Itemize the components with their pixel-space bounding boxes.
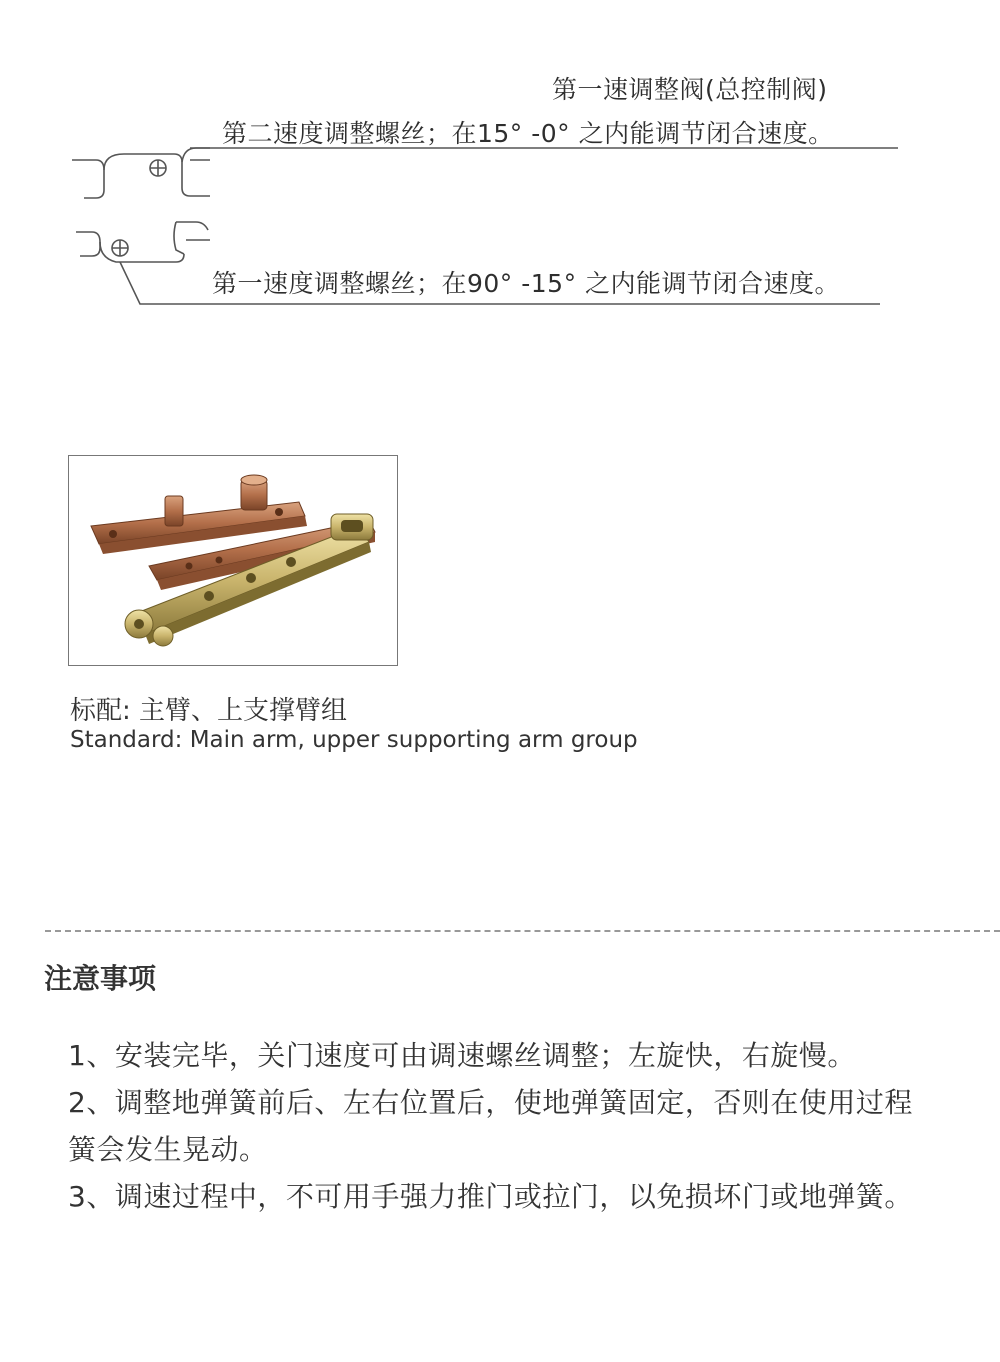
standard-config-caption-cn: 标配: 主臂、上支撑臂组 xyxy=(70,696,348,726)
note-item-3: 3、调速过程中，不可用手强力推门或拉门，以免损坏门或地弹簧。 xyxy=(68,1180,913,1213)
notes-title: 注意事项 xyxy=(44,962,157,995)
standard-config-caption-en: Standard: Main arm, upper supporting arm group xyxy=(70,727,638,753)
second-speed-screw-label: 第二速度调整螺丝；在15° -0° 之内能调节闭合速度。 xyxy=(222,119,834,148)
product-image-frame xyxy=(68,455,398,666)
total-control-valve-label: 第一速调整阀(总控制阀) xyxy=(552,75,828,104)
note-item-1: 1、安装完毕，关门速度可由调速螺丝调整；左旋快，右旋慢。 xyxy=(68,1039,856,1072)
first-speed-screw-label: 第一速度调整螺丝；在90° -15° 之内能调节闭合速度。 xyxy=(212,269,841,298)
note-item-2: 2、调整地弹簧前后、左右位置后，使地弹簧固定，否则在使用过程 xyxy=(68,1086,913,1119)
section-divider xyxy=(45,930,1000,932)
note-item-2-continued: 簧会发生晃动。 xyxy=(68,1133,268,1166)
pivot-arm-illustration xyxy=(69,456,396,664)
